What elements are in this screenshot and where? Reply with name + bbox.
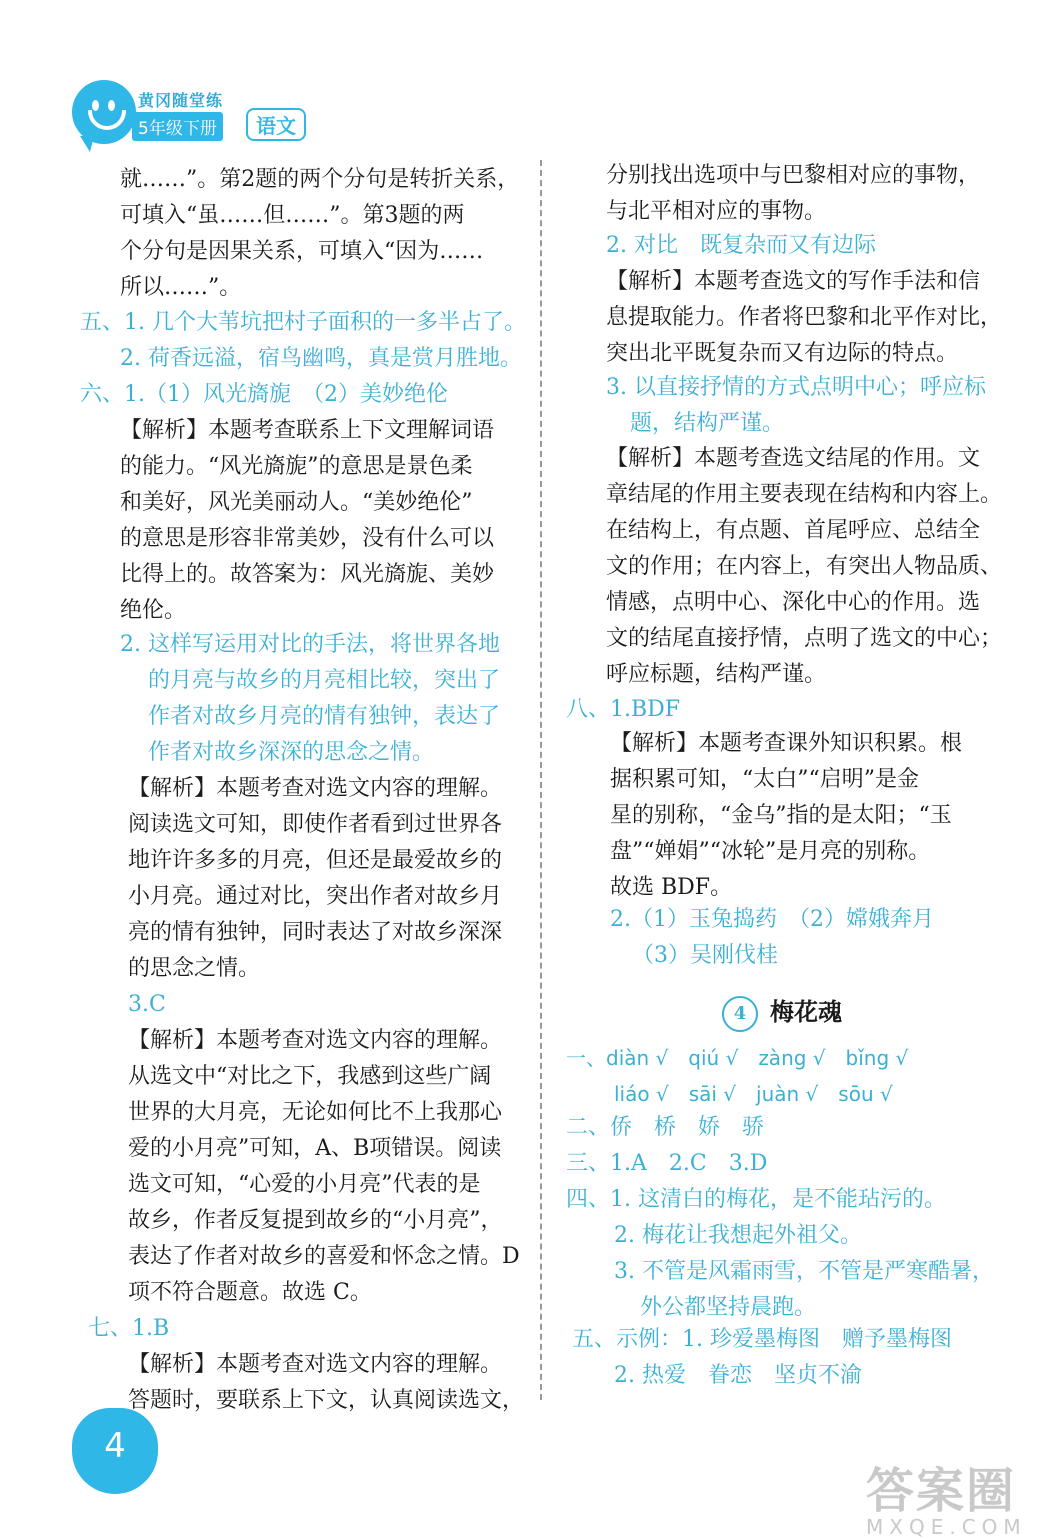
analysis-line: 【解析】本题考查课外知识积累。根	[610, 731, 963, 756]
analysis-line: 绝伦。	[120, 598, 187, 623]
grade-label: 5年级下册	[132, 112, 223, 141]
answer-line: 2. 梅花让我想起外祖父。	[614, 1223, 862, 1248]
analysis-line: 的能力。“风光旖旎”的意思是景色柔	[120, 454, 473, 479]
answer-line: 2. 热爱 眷恋 坚贞不渝	[614, 1363, 862, 1388]
analysis-line: 息提取能力。作者将巴黎和北平作对比，	[606, 305, 1003, 330]
analysis-line: 【解析】本题考查对选文内容的理解。	[128, 1028, 503, 1053]
analysis-line: 【解析】本题考查联系上下文理解词语	[120, 418, 495, 443]
answer-line: 作者对故乡深深的思念之情。	[148, 740, 435, 765]
analysis-line: 小月亮。通过对比，突出作者对故乡月	[128, 884, 503, 909]
analysis-line: 的思念之情。	[128, 956, 261, 981]
analysis-line: 阅读选文可知，即使作者看到过世界各	[128, 812, 503, 837]
text-line: 就……”。第2题的两个分句是转折关系，	[120, 167, 520, 192]
analysis-line: 【解析】本题考查对选文内容的理解。	[128, 776, 503, 801]
analysis-line: 分别找出选项中与巴黎相对应的事物，	[606, 163, 981, 188]
analysis-line: 世界的大月亮，无论如何比不上我那心	[128, 1100, 503, 1125]
analysis-line: 呼应标题，结构严谨。	[606, 662, 827, 687]
answer-line: 2. 对比 既复杂而又有边际	[606, 233, 876, 258]
analysis-line: 【解析】本题考查选文的写作手法和信	[606, 269, 981, 294]
answer-line: 三、1.A 2.C 3.D	[566, 1151, 768, 1176]
watermark-text: 答案圈	[866, 1463, 1017, 1519]
analysis-line: 故乡，作者反复提到故乡的“小月亮”，	[128, 1208, 503, 1233]
analysis-line: 【解析】本题考查对选文内容的理解。	[128, 1352, 503, 1377]
answer-line: 题，结构严谨。	[630, 411, 785, 436]
answer-line: 四、1. 这清白的梅花，是不能玷污的。	[566, 1187, 946, 1212]
answer-line: 的月亮与故乡的月亮相比较，突出了	[148, 668, 501, 693]
lesson-number-badge: 4	[722, 996, 758, 1032]
brand-name: 黄冈随堂练	[138, 91, 224, 110]
smiley-icon	[72, 80, 136, 144]
answer-line: 五、1. 几个大苇坑把村子面积的一多半占了。	[80, 310, 526, 335]
analysis-line: 的意思是形容非常美妙，没有什么可以	[120, 526, 495, 551]
answer-line: liáo √ sāi √ juàn √ sōu √	[614, 1082, 893, 1106]
answer-line: 六、1.（1）风光旖旎 （2）美妙绝伦	[80, 382, 448, 407]
answer-line: 3.C	[128, 992, 166, 1017]
analysis-line: 盘”“婵娟”“冰轮”是月亮的别称。	[610, 839, 931, 864]
text-line: 可填入“虽……但……”。第3题的两	[120, 203, 465, 228]
watermark-url: MXQE.COM	[866, 1515, 1027, 1539]
analysis-line: 情感，点明中心、深化中心的作用。选	[606, 590, 981, 615]
analysis-line: 星的别称，“金乌”指的是太阳；“玉	[610, 803, 952, 828]
answer-line: 2.（1）玉兔捣药 （2）嫦娥奔月	[610, 907, 934, 932]
answer-line: 外公都坚持晨跑。	[640, 1295, 817, 1320]
analysis-line: 据积累可知，“太白”“启明”是金	[610, 767, 919, 792]
answer-line: 八、1.BDF	[566, 697, 681, 722]
answer-line: 作者对故乡月亮的情有独钟，表达了	[148, 704, 501, 729]
lesson-title-text: 梅花魂	[770, 997, 842, 1026]
answer-line: （3）吴刚伐桂	[632, 943, 778, 968]
book-header	[72, 80, 332, 160]
answer-line: 一、diàn √ qiú √ zàng √ bǐng √	[566, 1046, 909, 1070]
page-number: 4	[104, 1426, 126, 1466]
text-line: 个分句是因果关系，可填入“因为……	[120, 239, 484, 264]
analysis-line: 比得上的。故答案为：风光旖旎、美妙	[120, 562, 495, 587]
text-line: 所以……”。	[120, 275, 242, 300]
analysis-line: 【解析】本题考查选文结尾的作用。文	[606, 446, 981, 471]
answer-line: 3. 不管是风霜雨雪，不管是严寒酷暑，	[614, 1259, 994, 1284]
analysis-line: 与北平相对应的事物。	[606, 199, 827, 224]
analysis-line: 章结尾的作用主要表现在结构和内容上。	[606, 482, 1003, 507]
analysis-line: 文的结尾直接抒情，点明了选文的中心；	[606, 626, 1003, 651]
analysis-line: 故选 BDF。	[610, 875, 733, 900]
analysis-line: 突出北平既复杂而又有边际的特点。	[606, 341, 959, 366]
answer-line: 2. 荷香远溢，宿鸟幽鸣，真是赏月胜地。	[120, 346, 522, 371]
column-divider	[540, 160, 542, 1400]
analysis-line: 爱的小月亮”可知，A、B项错误。阅读	[128, 1136, 502, 1161]
answer-line: 2. 这样写运用对比的手法，将世界各地	[120, 632, 500, 657]
analysis-line: 亮的情有独钟，同时表达了对故乡深深	[128, 920, 503, 945]
analysis-line: 表达了作者对故乡的喜爱和怀念之情。D	[128, 1244, 520, 1269]
analysis-line: 文的作用；在内容上，有突出人物品质、	[606, 554, 1003, 579]
page-number-badge	[72, 1408, 158, 1494]
watermark	[866, 1452, 1027, 1539]
analysis-line: 在结构上，有点题、首尾呼应、总结全	[606, 518, 981, 543]
answer-line: 二、侨 桥 娇 骄	[566, 1115, 765, 1140]
analysis-line: 和美好，风光美丽动人。“美妙绝伦”	[120, 490, 473, 515]
answer-line: 3. 以直接抒情的方式点明中心；呼应标	[606, 375, 986, 400]
answer-line: 七、1.B	[88, 1316, 170, 1341]
analysis-line: 答题时，要联系上下文，认真阅读选文，	[128, 1388, 525, 1413]
analysis-line: 项不符合题意。故选 C。	[128, 1280, 372, 1305]
subject-label: 语文	[246, 108, 306, 141]
analysis-line: 地许许多多的月亮，但还是最爱故乡的	[128, 848, 503, 873]
lesson-title	[722, 992, 842, 1032]
analysis-line: 从选文中“对比之下，我感到这些广阔	[128, 1064, 492, 1089]
analysis-line: 选文可知，“心爱的小月亮”代表的是	[128, 1172, 481, 1197]
answer-line: 五、示例：1. 珍爱墨梅图 赠予墨梅图	[572, 1327, 952, 1352]
